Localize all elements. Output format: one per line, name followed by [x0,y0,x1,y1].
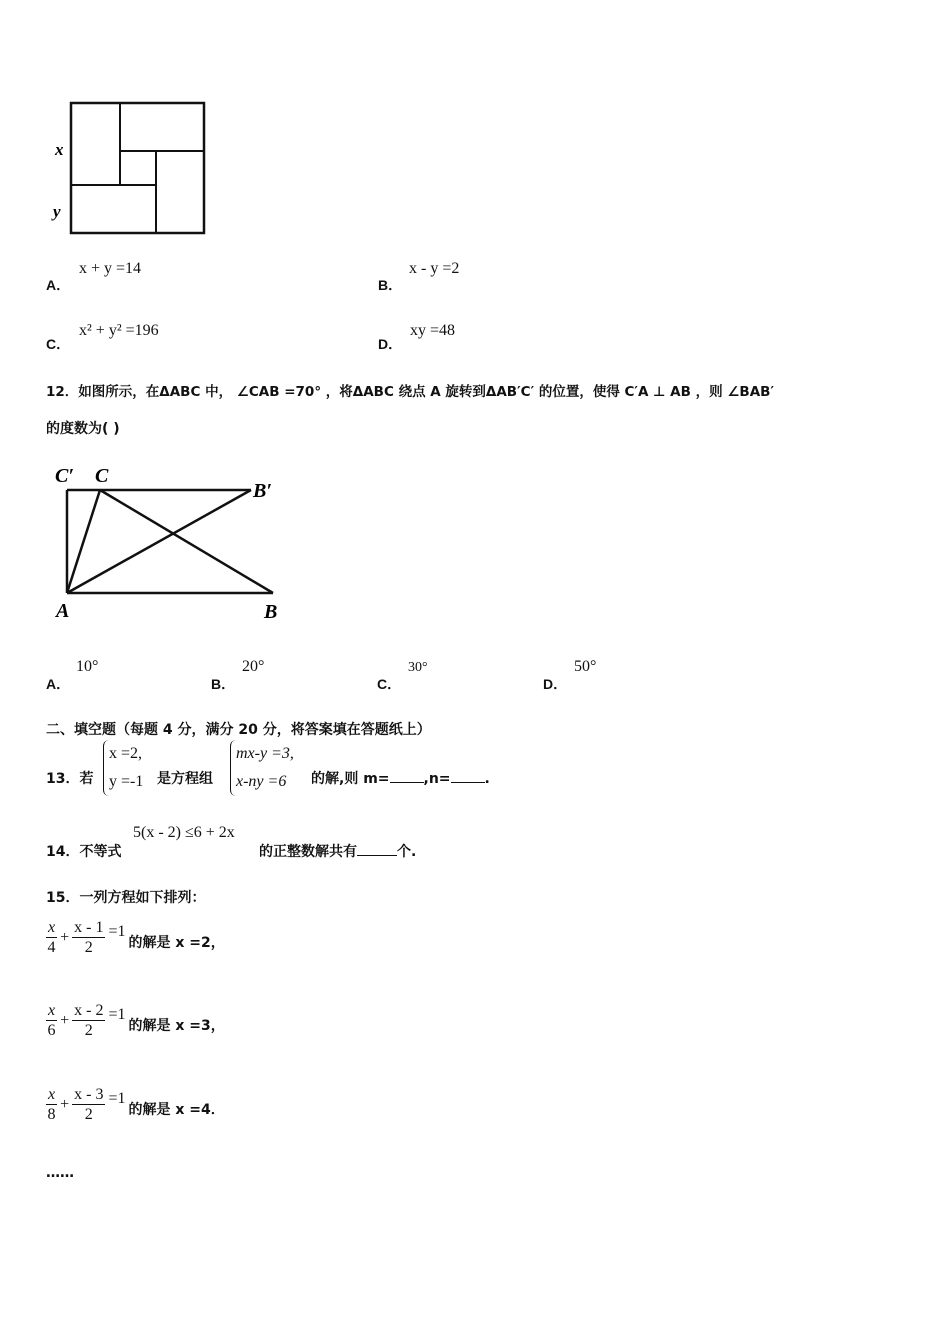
q15-equation-2 [46,1001,225,1040]
equation-solution: 的解是 x =2， [128,934,225,951]
numerator: x [48,1086,56,1103]
plus-sign: + [60,1011,70,1029]
fig-label-c: C [95,465,109,487]
q11-option-d-label: D． [378,336,403,352]
q12-option-c-label: C． [377,676,402,692]
q13-sys2-line2: x-ny =6 [236,773,287,790]
q15-title: 15．一列方程如下排列： [46,890,206,906]
q12-option-b-label: B． [211,676,236,692]
q11-option-c-expr: x² + y² =196 [79,322,159,339]
q13-solution-system [103,740,143,796]
denominator: 8 [47,1106,56,1123]
fig-label-x: x [55,140,64,159]
q11-option-c-label: C． [46,336,71,352]
segment-cb [100,490,273,593]
q11-option-a-label: A． [46,277,71,293]
q12-stem-line1: 12．如图所示，在ΔABC 中， ∠CAB =70° ，将ΔABC 绕点 A 旋转到ΔAB′C′ 的位置，使得 C′A ⊥ AB ，则 ∠BAB′ [46,384,775,400]
fraction [72,918,105,957]
numerator: x - 2 [74,1002,104,1019]
q13-equation-system [230,740,294,796]
q11-option-d-expr: xy =48 [410,322,456,339]
fig-label-a: A [56,600,70,622]
q15-equation-1 [46,918,225,957]
q14-suffix-a: 的正整数解共有 [259,844,357,860]
q12-option-b-value: 20° [242,658,265,675]
q13-blank-m[interactable] [390,782,424,783]
q13-sys1-line2: y =-1 [109,773,144,790]
q13-suffix-a: 的解,则 m= [311,771,390,787]
fraction [46,1085,57,1124]
equation-rhs: =1 [108,922,126,940]
q12-option-a-label: A． [46,676,71,692]
q14-blank[interactable] [357,855,397,856]
q13-blank-n[interactable] [451,782,485,783]
q12-option-d-label: D． [543,676,568,692]
q13-middle: 是方程组 [157,771,213,787]
fig-label-b: B [264,601,278,623]
equation-solution: 的解是 x =3， [128,1017,225,1034]
numerator: x - 1 [74,919,104,936]
equation-solution: 的解是 x =4． [128,1101,225,1118]
fig-label-y: y [53,202,61,221]
q12-option-d-value: 50° [574,658,597,675]
fraction [46,918,57,957]
equation-rhs: =1 [108,1005,126,1023]
denominator: 2 [84,939,93,956]
q13-suffix-b: ,n= [423,771,451,787]
q15-equation-3 [46,1085,225,1124]
q13-prefix: 13．若 [46,771,94,787]
q13-suffix-c: . [484,771,490,787]
plus-sign: + [60,1095,70,1113]
q11-option-b-expr: x - y =2 [409,260,460,277]
q13-sys1-line1: x =2, [109,745,143,762]
fig-label-b1: B′ [253,480,272,502]
denominator: 4 [47,939,56,956]
q14-suffix [259,841,416,861]
outer-square [71,103,204,233]
q12-triangle-figure [45,455,295,625]
denominator: 2 [84,1022,93,1039]
q11-option-b-label: B． [378,277,403,293]
q14-prefix: 14．不等式 [46,844,122,860]
section-title: 二、填空题（每题 4 分，满分 20 分，将答案填在答题纸上） [46,722,431,738]
q14-suffix-b: 个. [397,844,417,860]
q13-sys2-line1: mx-y =3, [236,745,294,762]
equation-rhs: =1 [108,1089,126,1107]
q13-suffix [311,768,490,788]
denominator: 2 [84,1106,93,1123]
q12-option-a-value: 10° [76,658,99,675]
numerator: x [48,919,56,936]
q14-inequality: 5(x - 2) ≤6 + 2x [133,824,235,841]
numerator: x [48,1002,56,1019]
fig-label-c1: C′ [55,465,74,487]
fraction [72,1085,105,1124]
q11-square-figure [45,95,220,245]
fraction [72,1001,105,1040]
q12-stem-line2: 的度数为( ) [46,421,120,437]
plus-sign: + [60,928,70,946]
q15-ellipsis: …… [46,1165,74,1181]
q11-option-a-expr: x + y =14 [79,260,142,277]
q12-option-c-value: 30° [408,660,428,675]
denominator: 6 [47,1022,56,1039]
numerator: x - 3 [74,1086,104,1103]
fraction [46,1001,57,1040]
